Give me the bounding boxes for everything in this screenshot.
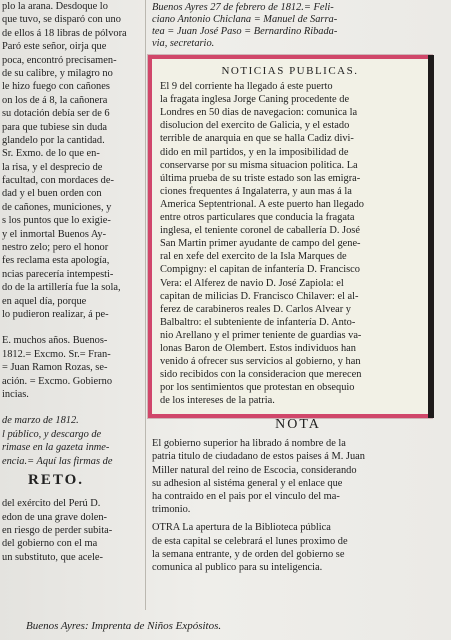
nota-line: la semana entrante, y de orden del gobierno se [152,548,345,560]
nota-line: trimonio. [152,504,191,516]
article-line: entre otros particulares que conducia la fragata [160,212,355,224]
nota-line: su adhesion al sistéma general y el enlace que [152,477,343,489]
nota-line: OTRA La apertura de la Biblioteca pública [152,522,331,534]
nota-title: NOTA [275,417,321,432]
text-line: lo pudieron realizar, á pe- [2,308,109,320]
text-line: E. muchos años. Buenos- [2,335,108,347]
text-line: Paró este señor, oirja que [2,41,107,53]
article-line: de los intereses de la patria. [160,395,275,407]
article-line: Vera: el Alferez de navio D. José Zapiola: el [160,277,344,289]
article-line: terrible de anarquia en que se halla Cadiz divi- [160,133,354,145]
article-line: Londres en 50 dias de navegacion: comunica la [160,107,358,119]
nota-section [152,418,444,574]
text-line: para que tubiese sin duda [2,121,108,133]
signature-line: via, secretario. [152,38,215,49]
text-line: del exército del Perú D. [2,498,101,510]
text-line: nestro zelo; pero el honor [2,242,109,254]
text-line: ncias parecería intempesti- [2,268,114,280]
article-line: America Septentrional. A este puerto han llegado [160,198,364,210]
text-line: la risa, y el desprecio de [2,161,103,173]
left-column [0,0,142,600]
article-line: Compigny: el capitan de infantería D. Francisco [160,264,360,276]
nota-line: El gobierno superior ha librado á nombre de la [152,438,346,450]
text-line: rimase en la gazeta inme- [2,442,110,454]
article-line: ciones frequentes á Ingalaterra, y aun mas á la [160,185,352,197]
box-shadow-bar [428,55,434,418]
text-line: dad y el buen orden con [2,188,102,200]
left-heading: RETO. [28,471,84,488]
article-line: última prueba de su triste estado son las emigra- [160,172,361,184]
text-line: de ellos á 18 libras de pólvora [2,27,127,39]
article-line: Balbaltro: el subteniente de infantería D. Anto- [160,316,356,328]
text-line: glandelo por la cantidad. [2,134,105,146]
text-line: poca, encontró precisamen- [2,54,117,66]
article-line: El 9 del corriente ha llegado á este puerto [160,81,333,93]
nota-line: Miller natural del reino de Escocia, considerando [152,464,357,476]
article-line: inglesa, el teniente coronel de caballería D. José [160,225,360,237]
signature-line: Buenos Ayres 27 de febrero de 1812.= Feli- [152,2,334,13]
text-line: s los puntos que lo exigie- [2,215,111,227]
article-line: conservarse por su misma situacion politica. La [160,159,358,171]
text-line: Sr. Exmo. de lo que en- [2,148,100,160]
text-line: on los de á 8, la cañonera [2,94,108,106]
article-line: por los sentimientos que protestan en obsequio [160,382,355,394]
text-line: incias. [2,388,29,400]
text-line: plo la arana. Desdoque lo [2,1,108,12]
text-line: l público, y descargo de [2,428,102,440]
article-line: ral en xefe del exercito de la Isla Marques de [160,251,347,263]
text-line: do de la artillería fue la sola, [2,282,121,294]
nota-line: de esta capital se celebrará el lunes proximo de [152,535,348,547]
text-line: le hizo fuego con cañones [2,81,110,93]
text-line: edon de una grave dolen- [2,511,108,523]
article-line: venido á ofrecer sus servicios al gobierno, y han [160,356,361,368]
article-line: dido en mil partidos, y en la imposibilidad de [160,146,349,158]
text-line: de cañones, municiones, y [2,201,112,213]
article-line: capitan de milicias D. Francisco Chilaver: el al- [160,290,359,302]
text-line: fes reclama esta apología, [2,255,110,267]
text-line: su dotación debía ser de 6 [2,108,110,120]
column-divider [145,0,146,610]
text-line: en aquel día, porque [2,295,87,307]
nota-line: patria titulo de ciudadano de estos paises á M. Juan [152,451,365,463]
highlighted-article-box [148,55,432,418]
signature-line: ciano Antonio Chiclana = Manuel de Sarra- [152,14,338,25]
text-line: que tuvo, se disparó con uno [2,14,121,26]
nota-line: ha contraido en el pais por el vinculo del ma- [152,490,340,502]
article-title: NOTICIAS PUBLICAS. [221,65,359,77]
article-line: ferez de carabineros reales D. Carlos Alvear y [160,303,351,315]
imprint-footer: Buenos Ayres: Imprenta de Niños Expósitos. [26,620,222,632]
signatures-block [152,2,447,50]
article-line: disolucion del exercito de Galicia, y el estado [160,120,350,132]
text-line: facultad, con mordaces de- [2,175,114,187]
text-line: ación. = Excmo. Gobierno [2,375,113,387]
article-line: la fragata inglesa Jorge Caning procedente de [160,94,350,106]
signature-line: tea = Juan José Paso = Bernardino Ribada- [152,26,338,37]
text-line: = Juan Ramon Rozas, se- [2,362,108,374]
article-line: sido recibidos con la consideracion que merecen [160,369,362,381]
text-line: de marzo de 1812. [2,415,79,427]
nota-line: comunica al publico para su inteligencia. [152,561,323,573]
text-line: un substituto, que acele- [2,551,103,563]
text-line: encia.= Aquí las firmas de [2,455,113,467]
text-line: 1812.= Excmo. Sr.= Fran- [2,348,111,360]
text-line: en riesgo de perder subita- [2,525,113,537]
text-line: y el inmortal Buenos Ay- [2,228,107,240]
article-line: lonas Baron de Olembert. Estos individuos han [160,342,356,354]
article-line: San Martin primer ayudante de campo del gene- [160,238,361,250]
article-line: nio Arellano y el primer teniente de guardias va- [160,329,362,341]
text-line: de su calibre, y milagro no [2,67,113,79]
text-line: del gobierno con el ma [2,538,98,550]
